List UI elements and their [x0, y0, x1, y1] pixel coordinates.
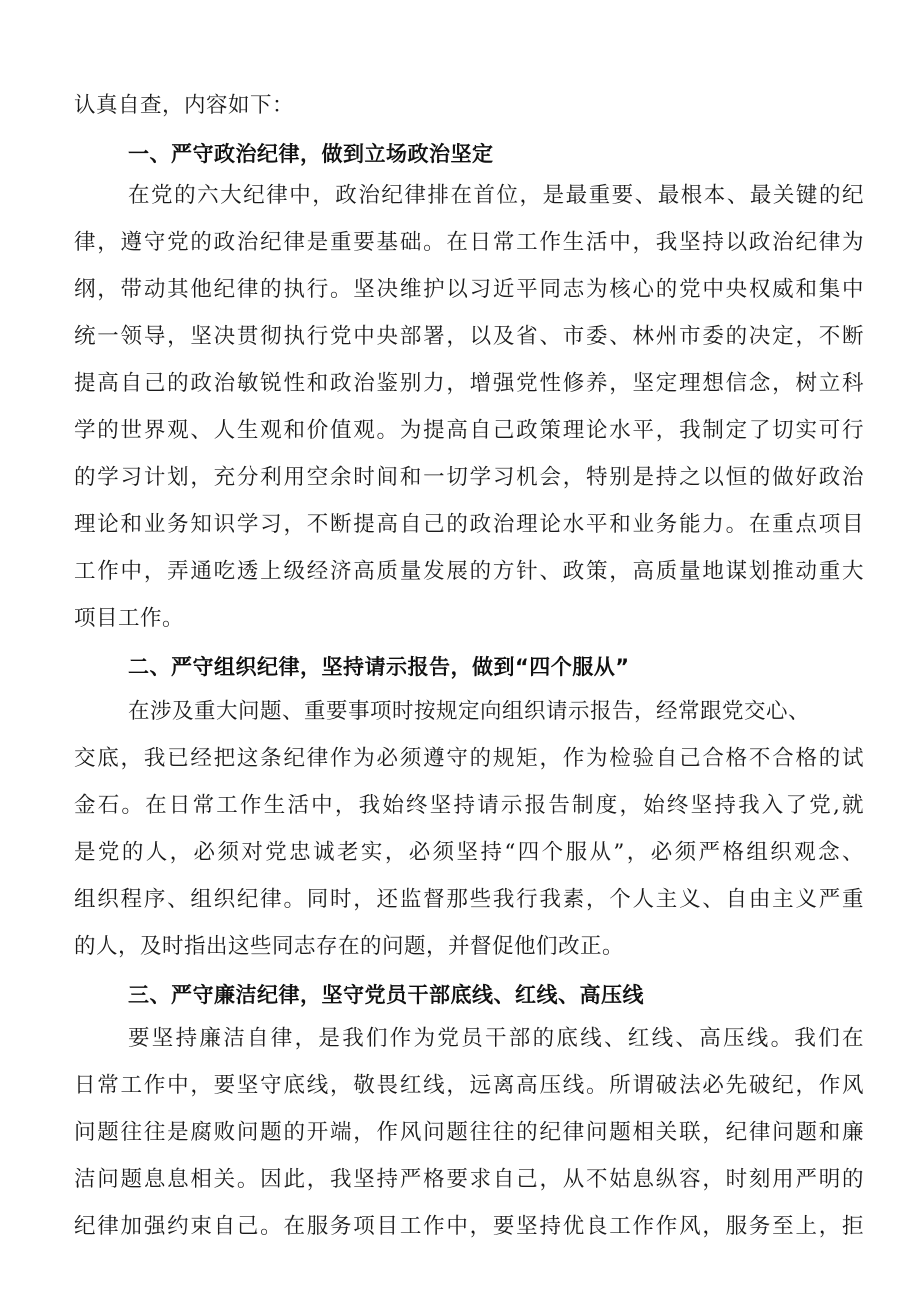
section-2-heading: 二、严守组织纪律，坚持请示报告，做到“四个服从” — [128, 655, 630, 679]
section-2-line: 在涉及重大问题、重要事项时按规定向组织请示报告，经常跟党交心、 — [128, 699, 811, 724]
section-3-line: 纪律加强约束自己。在服务项目工作中，要坚持优良工作作风，服务至上，拒 — [74, 1214, 864, 1239]
section-1-line: 统一领导，坚决贯彻执行党中央部署，以及省、市委、林州市委的决定，不断 — [74, 324, 864, 349]
section-3-line: 洁问题息息相关。因此，我坚持严格要求自己，从不姑息纵容，时刻用严明的 — [74, 1167, 864, 1192]
section-1-line: 纲，带动其他纪律的执行。坚决维护以习近平同志为核心的党中央权威和集中 — [74, 277, 864, 302]
section-2-line: 组织程序、组织纪律。同时，还监督那些我行我素，个人主义、自由主义严重 — [74, 887, 864, 912]
section-1-line: 律，遵守党的政治纪律是重要基础。在日常工作生活中，我坚持以政治纪律为 — [74, 230, 864, 255]
section-2-line: 金石。在日常工作生活中，我始终坚持请示报告制度，始终坚持我入了党,就 — [74, 793, 864, 818]
section-1-line: 学的世界观、人生观和价值观。为提高自己政策理论水平，我制定了切实可行 — [74, 418, 864, 443]
section-2-line: 是党的人，必须对党忠诚老实，必须坚持“四个服从”，必须严格组织观念、 — [74, 840, 864, 865]
section-3-line: 问题往往是腐败问题的开端，作风问题往往的纪律问题相关联，纪律问题和廉 — [74, 1120, 864, 1145]
section-2-line: 交底，我已经把这条纪律作为必须遵守的规矩，作为检验自己合格不合格的试 — [74, 746, 864, 771]
section-3-line: 日常工作中，要坚守底线，敬畏红线，远离高压线。所谓破法必先破纪，作风 — [74, 1073, 864, 1098]
section-1-line: 的学习计划，充分利用空余时间和一切学习机会，特别是持之以恒的做好政治 — [74, 465, 864, 490]
section-1-heading: 一、严守政治纪律，做到立场政治坚定 — [128, 142, 494, 166]
section-1-line: 在党的六大纪律中，政治纪律排在首位，是最重要、最根本、最关键的纪 — [128, 183, 864, 208]
intro-line: 认真自查，内容如下： — [74, 93, 295, 118]
section-1-line: 工作中，弄通吃透上级经济高质量发展的方针、政策，高质量地谋划推动重大 — [74, 559, 864, 584]
section-3-heading: 三、严守廉洁纪律，坚守党员干部底线、红线、高压线 — [128, 983, 644, 1007]
section-1-line: 项目工作。 — [74, 606, 185, 631]
section-2-line: 的人，及时指出这些同志存在的问题，并督促他们改正。 — [74, 934, 625, 959]
section-1-line: 提高自己的政治敏锐性和政治鉴别力，增强党性修养，坚定理想信念，树立科 — [74, 371, 864, 396]
section-3-line: 要坚持廉洁自律，是我们作为党员干部的底线、红线、高压线。我们在 — [128, 1026, 864, 1051]
section-1-line: 理论和业务知识学习，不断提高自己的政治理论水平和业务能力。在重点项目 — [74, 512, 864, 537]
